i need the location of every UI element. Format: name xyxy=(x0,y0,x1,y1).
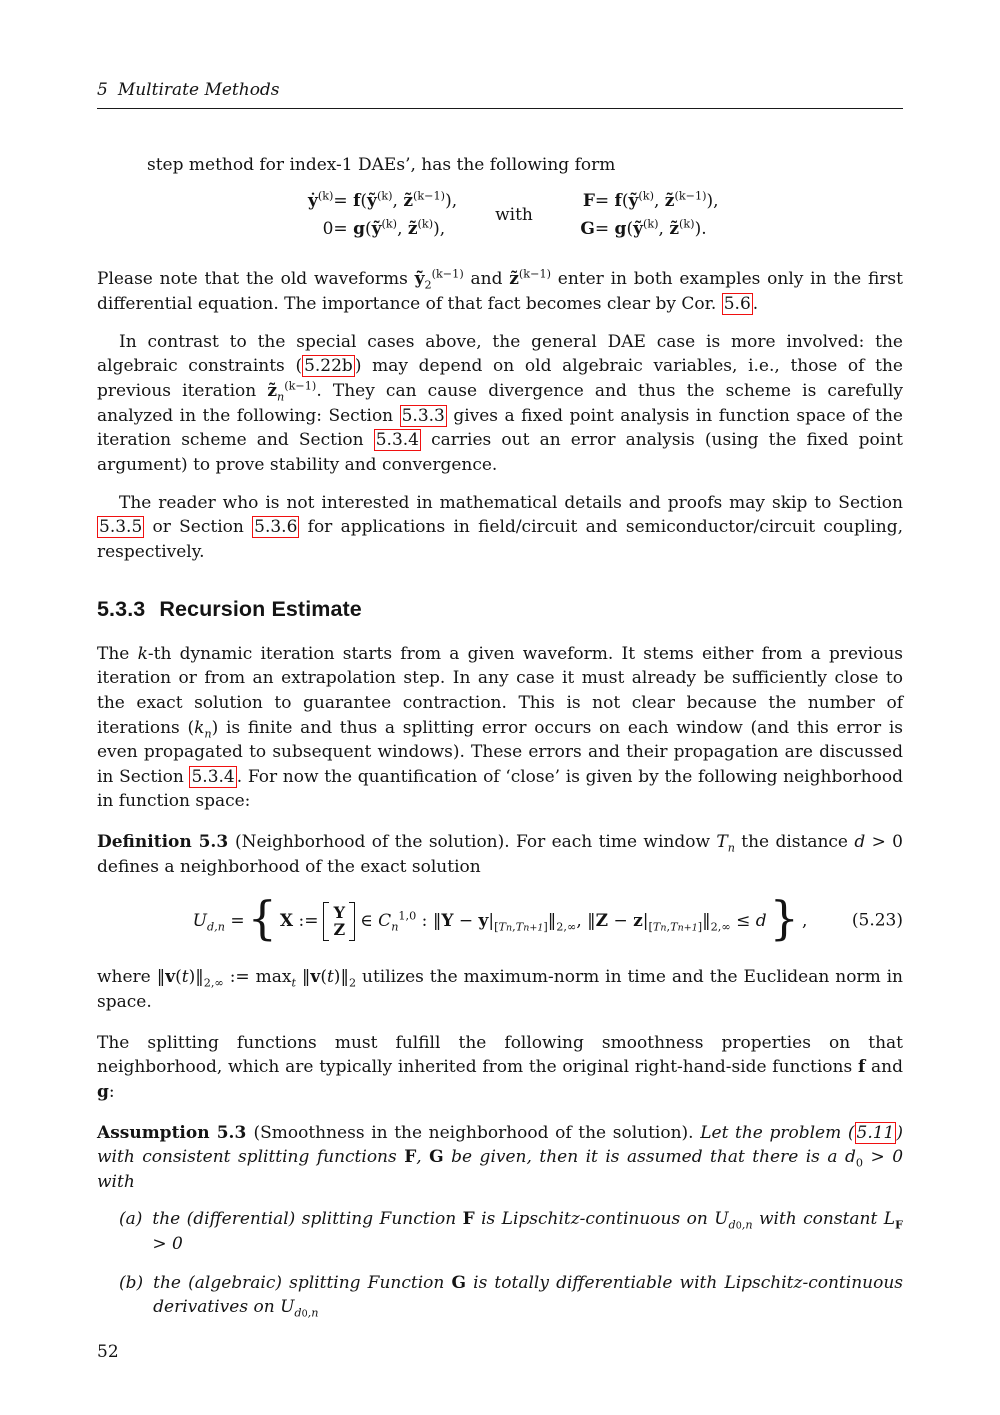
text-run: ] xyxy=(543,920,548,934)
text-run: F xyxy=(895,1217,903,1232)
text-run: with constant xyxy=(752,1209,884,1230)
text-run: F xyxy=(462,1209,475,1230)
text-run: the distance xyxy=(734,832,855,853)
right-curly-brace: } xyxy=(769,891,799,946)
text-run: = xyxy=(224,911,245,932)
text-run: g xyxy=(353,219,365,240)
text-run: n+1 xyxy=(677,922,698,934)
equation-right-column xyxy=(571,187,719,243)
text-run: ‖ xyxy=(432,911,442,932)
text-run: . xyxy=(752,294,759,315)
paragraph-definition-5-3 xyxy=(97,830,903,879)
paragraph-where-norm xyxy=(97,965,903,1014)
equation-lhs xyxy=(193,909,245,934)
paragraph-reader xyxy=(97,491,903,565)
text-run: = xyxy=(594,219,615,240)
text-run: carries out an error analysis (using the fixed point argument) to prove stability and convergence. xyxy=(97,430,903,475)
text-run: ∈ xyxy=(360,911,379,932)
text-run: , xyxy=(512,920,516,934)
text-run: 2 xyxy=(348,976,357,990)
text-run: n+1 xyxy=(523,922,544,934)
ref-link[interactable]: 5.3.3 xyxy=(401,405,445,426)
text-run: 2,∞ xyxy=(203,976,224,990)
text-run: (k) xyxy=(638,189,654,203)
running-header-text: Multirate Methods xyxy=(117,80,280,100)
list-item-a xyxy=(97,1207,903,1256)
text-run: F xyxy=(582,191,595,212)
text-run: [ xyxy=(648,920,653,934)
equation-line xyxy=(571,187,719,215)
text-run: z xyxy=(633,911,643,932)
text-run: z̃ xyxy=(403,191,413,212)
text-run: ‖ xyxy=(340,967,349,988)
text-run: d xyxy=(844,1147,856,1168)
text-run: (k−1) xyxy=(674,189,707,203)
text-run: f xyxy=(353,191,361,212)
text-run: G xyxy=(580,219,595,240)
text-run: T xyxy=(716,832,728,853)
list-item-b xyxy=(97,1271,903,1320)
text-run: T xyxy=(652,920,661,934)
text-run: T xyxy=(670,920,678,934)
page-number: 52 xyxy=(97,1342,119,1362)
text-run: k xyxy=(137,643,148,664)
text-run: z̃ xyxy=(664,191,675,212)
text-run: C xyxy=(378,911,392,932)
matrix-entry-Z: Z xyxy=(333,920,346,940)
text-run: U xyxy=(280,1297,295,1318)
text-run: -th dynamic iteration starts from a given waveform. It stems either from a previous iteration or from an extrapolation step. In any case it must already be sufficiently close to the exact solution to guarantee contraction. This is not clear because the number of iterations ( xyxy=(97,643,903,738)
text-run: > 0 xyxy=(152,1234,183,1255)
text-run: > 0 with xyxy=(97,1147,904,1192)
text-run: ) xyxy=(333,967,341,988)
text-run: , xyxy=(653,191,665,212)
text-run: [ xyxy=(494,920,499,934)
ref-link[interactable]: 5.3.4 xyxy=(375,430,419,451)
text-run: f xyxy=(614,191,622,212)
text-run: and xyxy=(865,1057,903,1078)
text-run: U xyxy=(192,911,207,932)
text-run: n xyxy=(391,920,399,934)
equation-with-label: with xyxy=(495,205,533,226)
text-run: Definition 5.3 xyxy=(97,832,236,853)
text-run: | xyxy=(488,911,495,932)
text-run: ( xyxy=(175,967,182,988)
text-run: ), xyxy=(706,191,719,212)
text-run: Z xyxy=(595,911,609,932)
text-run: The splitting functions must fulfill the following smoothness properties on that neighborhood, which are typically inherited from the original right-hand-side functions xyxy=(97,1032,903,1078)
equation-lhs xyxy=(571,187,595,215)
text-run: z̃ xyxy=(267,380,277,401)
text-run: step method for index-1 DAEs’, has the following form xyxy=(147,154,616,175)
text-run: , xyxy=(392,191,404,212)
text-run: X xyxy=(279,911,294,932)
text-run: d xyxy=(755,911,767,932)
text-run: Assumption 5.3 xyxy=(97,1122,254,1143)
text-run: 0 xyxy=(735,1220,742,1232)
text-run: the (algebraic) splitting Function xyxy=(153,1272,452,1293)
text-run: (k) xyxy=(317,189,334,203)
list-item-b-label: (b) xyxy=(119,1272,144,1293)
text-run: ỹ xyxy=(371,219,382,240)
text-run: The reader who is not interested in mathematical details and proofs may skip to Section xyxy=(119,492,903,513)
text-run: = xyxy=(594,191,615,212)
text-run: the (differential) splitting Function xyxy=(152,1209,463,1230)
chapter-number: 5 xyxy=(97,80,108,100)
text-run: ‖ xyxy=(295,967,311,988)
text-run: (k) xyxy=(381,217,398,231)
text-run: where xyxy=(97,967,157,988)
text-run: n xyxy=(204,726,212,740)
text-run: ) xyxy=(188,967,196,988)
text-run: v xyxy=(165,967,176,988)
text-run: ) is finite and thus a splitting error occurs on each window (and this error is even propagated to subsequent windows). These errors and their propagation are discussed in Section xyxy=(97,717,903,787)
equation-rhs xyxy=(333,187,457,215)
text-run: − xyxy=(453,911,479,932)
text-run: z̃ xyxy=(669,219,679,240)
section-title: Recursion Estimate xyxy=(159,597,362,622)
left-curly-brace: { xyxy=(247,891,277,946)
text-run: In contrast to the special cases above, the general DAE case is more involved: the algebraic constraints ( xyxy=(97,331,903,377)
text-run: ‖ xyxy=(195,967,204,988)
equation-lhs xyxy=(281,187,333,215)
text-run: n xyxy=(660,922,667,934)
text-run: utilizes the maximum-norm in time and the Euclidean norm in space. xyxy=(97,967,904,1012)
list-item-a-text xyxy=(152,1207,903,1256)
text-run: (Neighborhood of the solution). For each time window xyxy=(235,832,717,853)
text-run: d xyxy=(854,832,866,853)
text-run: (k) xyxy=(679,217,695,231)
text-run: z̃ xyxy=(509,269,519,290)
text-run: T xyxy=(498,920,507,934)
matrix-column xyxy=(329,902,349,941)
text-run: L xyxy=(883,1209,896,1230)
text-run: ‖ xyxy=(587,911,596,932)
list-item-b-text xyxy=(153,1271,903,1320)
text-run: G xyxy=(429,1147,444,1168)
text-run: ẏ xyxy=(307,191,318,212)
text-run: , xyxy=(666,920,671,934)
text-run: The xyxy=(97,643,138,664)
equation-line xyxy=(571,215,719,243)
text-run: (k) xyxy=(417,217,434,231)
equation-5-23-body xyxy=(192,891,808,946)
text-run: 2,∞ xyxy=(556,920,577,934)
text-run: 0 xyxy=(322,219,334,240)
text-run: ( xyxy=(621,191,629,212)
matrix-YZ xyxy=(323,902,355,941)
text-run: is totally differentiable with Lipschitz-continuous derivatives on xyxy=(153,1272,903,1318)
text-run: T xyxy=(515,920,524,934)
text-run: > 0 defines a neighborhood of the exact solution xyxy=(97,832,903,877)
text-run: . For now the quantification of ‘close’ is given by the following neighborhood in function space: xyxy=(97,766,903,812)
text-run: , xyxy=(397,219,408,240)
ref-link[interactable]: 5.3.4 xyxy=(191,766,235,787)
text-run: ] xyxy=(697,920,703,934)
text-run: k xyxy=(194,717,205,738)
text-run: (k−1) xyxy=(412,189,446,203)
text-run: ) may depend on old algebraic variables, i.e., those of the previous iteration xyxy=(97,356,903,401)
text-run: . They can cause divergence and thus the scheme is carefully analyzed in the following: Section xyxy=(97,380,903,426)
text-run: ≤ xyxy=(730,911,756,932)
text-run: ỹ xyxy=(414,269,425,290)
text-run: 2 xyxy=(424,278,432,292)
text-run: t xyxy=(181,967,189,988)
text-run: g xyxy=(97,1081,109,1102)
text-run: (k) xyxy=(376,189,393,203)
text-run: ỹ xyxy=(367,191,377,212)
equation-rhs xyxy=(595,215,707,243)
equation-rhs xyxy=(595,187,719,215)
text-run: ( xyxy=(360,191,368,212)
paragraph-assumption-5-3 xyxy=(97,1121,903,1195)
equation-tail xyxy=(802,909,807,934)
text-run: y xyxy=(478,911,489,932)
text-run: = xyxy=(333,191,354,212)
text-run: ,n xyxy=(307,1306,319,1320)
text-run: f xyxy=(857,1057,866,1078)
equation-block-top xyxy=(97,187,903,243)
section-number: 5.3.3 xyxy=(97,597,146,622)
paragraph-opening xyxy=(97,153,903,178)
text-run: (k−1) xyxy=(284,379,317,393)
equation-line xyxy=(281,215,457,243)
text-run: v xyxy=(310,967,321,988)
text-run: (k−1) xyxy=(518,267,551,281)
text-run: d,n xyxy=(206,920,225,934)
text-run: be given, then it is assumed that there is a xyxy=(443,1147,845,1168)
text-run: − xyxy=(608,911,634,932)
text-run: n xyxy=(276,390,285,404)
text-run: Y xyxy=(441,911,454,932)
section-heading xyxy=(97,594,903,625)
equation-lhs xyxy=(281,215,333,243)
text-run: gives a fixed point analysis in function space of the iteration scheme and Section xyxy=(97,405,903,451)
text-run: ( xyxy=(364,219,372,240)
equation-number: (5.23) xyxy=(851,911,903,932)
text-run: t xyxy=(291,976,296,990)
text-run: ), xyxy=(433,219,446,240)
text-run: t xyxy=(326,967,334,988)
paragraph-splitting-functions xyxy=(97,1031,903,1105)
ref-link[interactable]: 5.6 xyxy=(723,294,751,315)
text-run: ). xyxy=(694,219,707,240)
text-run: := max xyxy=(223,967,292,988)
text-run: ( xyxy=(320,967,327,988)
text-run: ỹ xyxy=(628,191,639,212)
text-run: , xyxy=(576,911,588,932)
text-run: 1,0 xyxy=(398,909,417,923)
text-run: G xyxy=(451,1272,467,1293)
text-run: (k) xyxy=(642,217,659,231)
text-run: ), xyxy=(445,191,458,212)
ref-link[interactable]: 5.22b xyxy=(304,356,353,377)
equation-conditions xyxy=(360,909,766,934)
paragraph-please-note xyxy=(97,267,903,316)
text-run: or Section xyxy=(144,517,253,538)
text-run: Let the problem ( xyxy=(700,1122,855,1143)
equation-lhs xyxy=(571,215,595,243)
text-run: n xyxy=(727,841,735,855)
running-header xyxy=(97,78,903,109)
text-run: U xyxy=(714,1209,729,1230)
ref-link[interactable]: 5.3.5 xyxy=(99,517,143,538)
text-run: ‖ xyxy=(547,911,557,932)
text-run: | xyxy=(642,911,649,932)
text-run: , xyxy=(658,219,670,240)
text-run: is Lipschitz-continuous on xyxy=(474,1209,715,1230)
text-run: ,n xyxy=(741,1218,753,1232)
text-run: ‖ xyxy=(702,911,711,932)
paragraph-in-contrast xyxy=(97,330,903,478)
text-run: F xyxy=(404,1147,417,1168)
ref-link[interactable]: 5.11 xyxy=(856,1122,895,1143)
equation-x-definition xyxy=(280,909,319,934)
text-run: ( xyxy=(626,219,634,240)
paragraph-kth-iteration xyxy=(97,642,903,814)
text-run: 0 xyxy=(301,1308,308,1320)
text-run: Please note that the old waveforms xyxy=(97,269,415,290)
text-run: z̃ xyxy=(407,219,418,240)
text-run: ) with consistent splitting functions xyxy=(97,1122,904,1168)
matrix-entry-Y: Y xyxy=(333,903,346,923)
text-run: 0 xyxy=(855,1156,864,1170)
text-run: ‖ xyxy=(156,967,166,988)
text-run: 2,∞ xyxy=(710,920,731,934)
text-run: g xyxy=(614,219,627,240)
equation-line xyxy=(281,187,457,215)
text-run: : xyxy=(416,911,433,932)
text-run: (k−1) xyxy=(431,267,464,281)
equation-left-column xyxy=(281,187,457,243)
text-run: enter in both examples only in the first differential equation. The importance of that fact becomes clear by Cor. xyxy=(97,269,903,315)
equation-5-23 xyxy=(97,891,903,947)
text-run: for applications in field/circuit and semiconductor/circuit coupling, respectively. xyxy=(97,517,903,562)
text-run: d xyxy=(294,1306,302,1320)
text-run: ỹ xyxy=(633,219,643,240)
text-run: , xyxy=(416,1147,430,1168)
ref-link[interactable]: 5.3.6 xyxy=(254,517,298,538)
text-run: (Smoothness in the neighborhood of the solution). xyxy=(253,1122,701,1143)
text-run: , xyxy=(801,911,808,932)
text-run: and xyxy=(463,269,510,290)
text-run: := xyxy=(293,911,319,932)
matrix-right-bracket xyxy=(349,902,355,941)
text-run: = xyxy=(333,219,354,240)
equation-rhs xyxy=(333,215,445,243)
list-item-a-label: (a) xyxy=(119,1209,143,1230)
text-run: : xyxy=(108,1081,115,1102)
text-run: n xyxy=(506,922,513,934)
text-run: d xyxy=(728,1218,736,1232)
